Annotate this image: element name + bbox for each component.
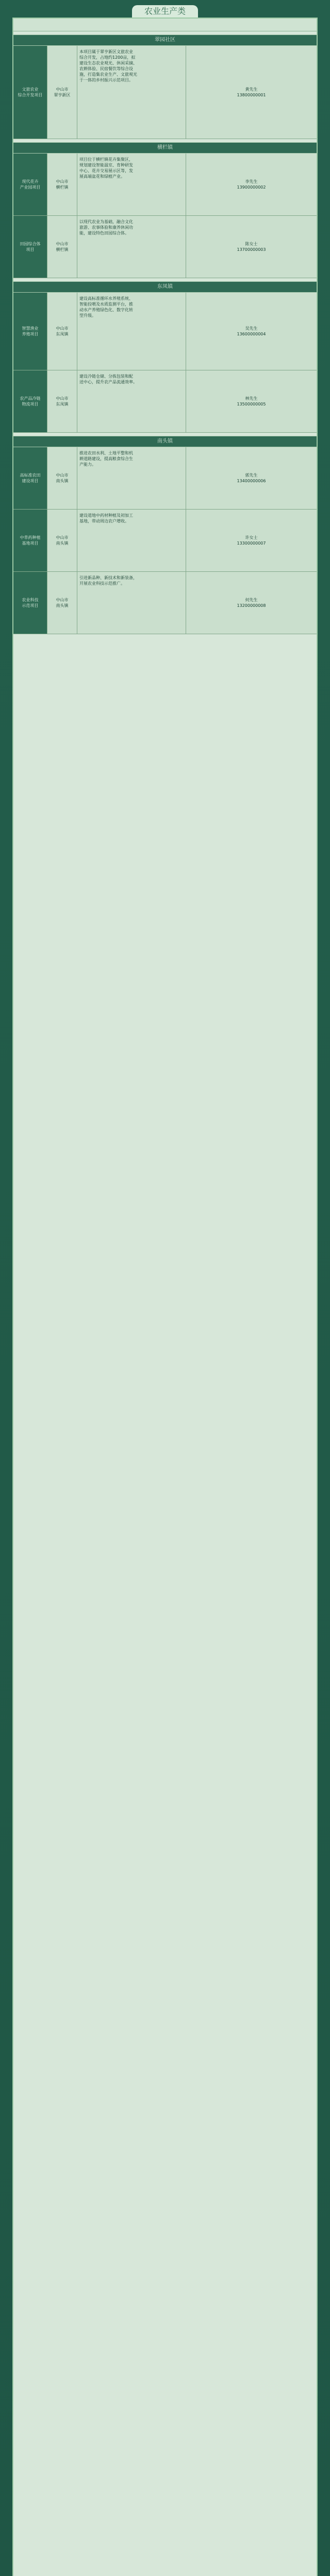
project-name: 高标准农田 建设项目: [13, 447, 47, 509]
project-name: 田园综合体 项目: [13, 216, 47, 278]
project-row: [13, 46, 317, 139]
project-location: 中山市 翠亨新区: [47, 46, 77, 139]
project-description: 推进农田水利、土地平整和机 耕道路建设，提高粮食综合生 产能力。: [77, 447, 186, 509]
project-row: [13, 447, 317, 510]
project-contact: 许女士 13300000007: [237, 535, 266, 546]
project-contact: 吴先生 13600000004: [237, 326, 266, 336]
project-location: 中山市 南头镇: [47, 447, 77, 509]
project-section: [13, 35, 317, 139]
project-name: 中草药种植 基地项目: [13, 510, 47, 571]
project-row: [13, 572, 317, 634]
project-contact: 林先生 13500000005: [237, 396, 266, 406]
project-row: [13, 293, 317, 370]
project-name: 现代花卉 产业园项目: [13, 154, 47, 215]
project-location: 中山市 东凤镇: [47, 293, 77, 370]
project-row: [13, 154, 317, 216]
section-title: 南头镇: [13, 436, 317, 447]
project-section: [13, 281, 317, 433]
project-contact: 陈女士 13700000003: [237, 242, 266, 252]
sheet-header: [13, 19, 317, 31]
project-description: 项目位于横栏镇花卉集聚区， 规划建设智能温室、育种研发 中心、花卉交易展示区等，发 展高端盆花和绿植产业。: [77, 154, 186, 215]
project-contact: 黄先生 13800000001: [237, 87, 266, 97]
project-list: [13, 35, 317, 634]
project-row: [13, 370, 317, 433]
section-title: 横栏镇: [13, 142, 317, 154]
project-contact: 何先生 13200000008: [237, 598, 266, 608]
page-title: 农业生产类: [132, 5, 198, 18]
section-title: 东凤镇: [13, 281, 317, 293]
project-location: 中山市 南头镇: [47, 572, 77, 634]
project-section: [13, 436, 317, 634]
project-row: [13, 510, 317, 572]
project-name: 文旅农业 综合开发项目: [13, 46, 47, 139]
project-name: 农产品冷链 物流项目: [13, 370, 47, 432]
project-description: 以现代农业为基础，融合文化 旅游、农事体验和康养休闲功 能，建设特色田园综合体。: [77, 216, 186, 278]
project-contact: 李先生 13900000002: [237, 179, 266, 190]
project-location: 中山市 横栏镇: [47, 154, 77, 215]
project-name: 农业科技 示范项目: [13, 572, 47, 634]
project-description: 建设冷链仓储、分拣包装和配 送中心，提升农产品流通效率。: [77, 370, 186, 432]
project-description: 建设道地中药材种植及初加工 基地，带动周边农户增收。: [77, 510, 186, 571]
project-sheet: [12, 18, 318, 2576]
project-description: 引进新品种、新技术和新装备， 开展农业科技示范推广。: [77, 572, 186, 634]
project-contact: 郭先生 13400000006: [237, 473, 266, 483]
section-title: 翠园社区: [13, 35, 317, 46]
project-description: 建设高标准循环水养殖系统、 智能投喂及水质监测平台，推 动水产养殖绿色化、数字化转 型升级。: [77, 293, 186, 370]
project-location: 中山市 东凤镇: [47, 370, 77, 432]
project-name: 智慧渔业 养殖项目: [13, 293, 47, 370]
project-description: 本项目属于翠亨新区文旅农业 综合开发，占地约1200亩，拟 建设生态农业观光、休闲采摘、 农耕体验、民宿餐饮等综合设 施，打造集农业生产、文旅观光 于一体的乡村振兴示范项目。: [77, 46, 186, 139]
project-location: 中山市 横栏镇: [47, 216, 77, 278]
project-location: 中山市 南头镇: [47, 510, 77, 571]
project-row: [13, 216, 317, 278]
project-section: [13, 142, 317, 278]
